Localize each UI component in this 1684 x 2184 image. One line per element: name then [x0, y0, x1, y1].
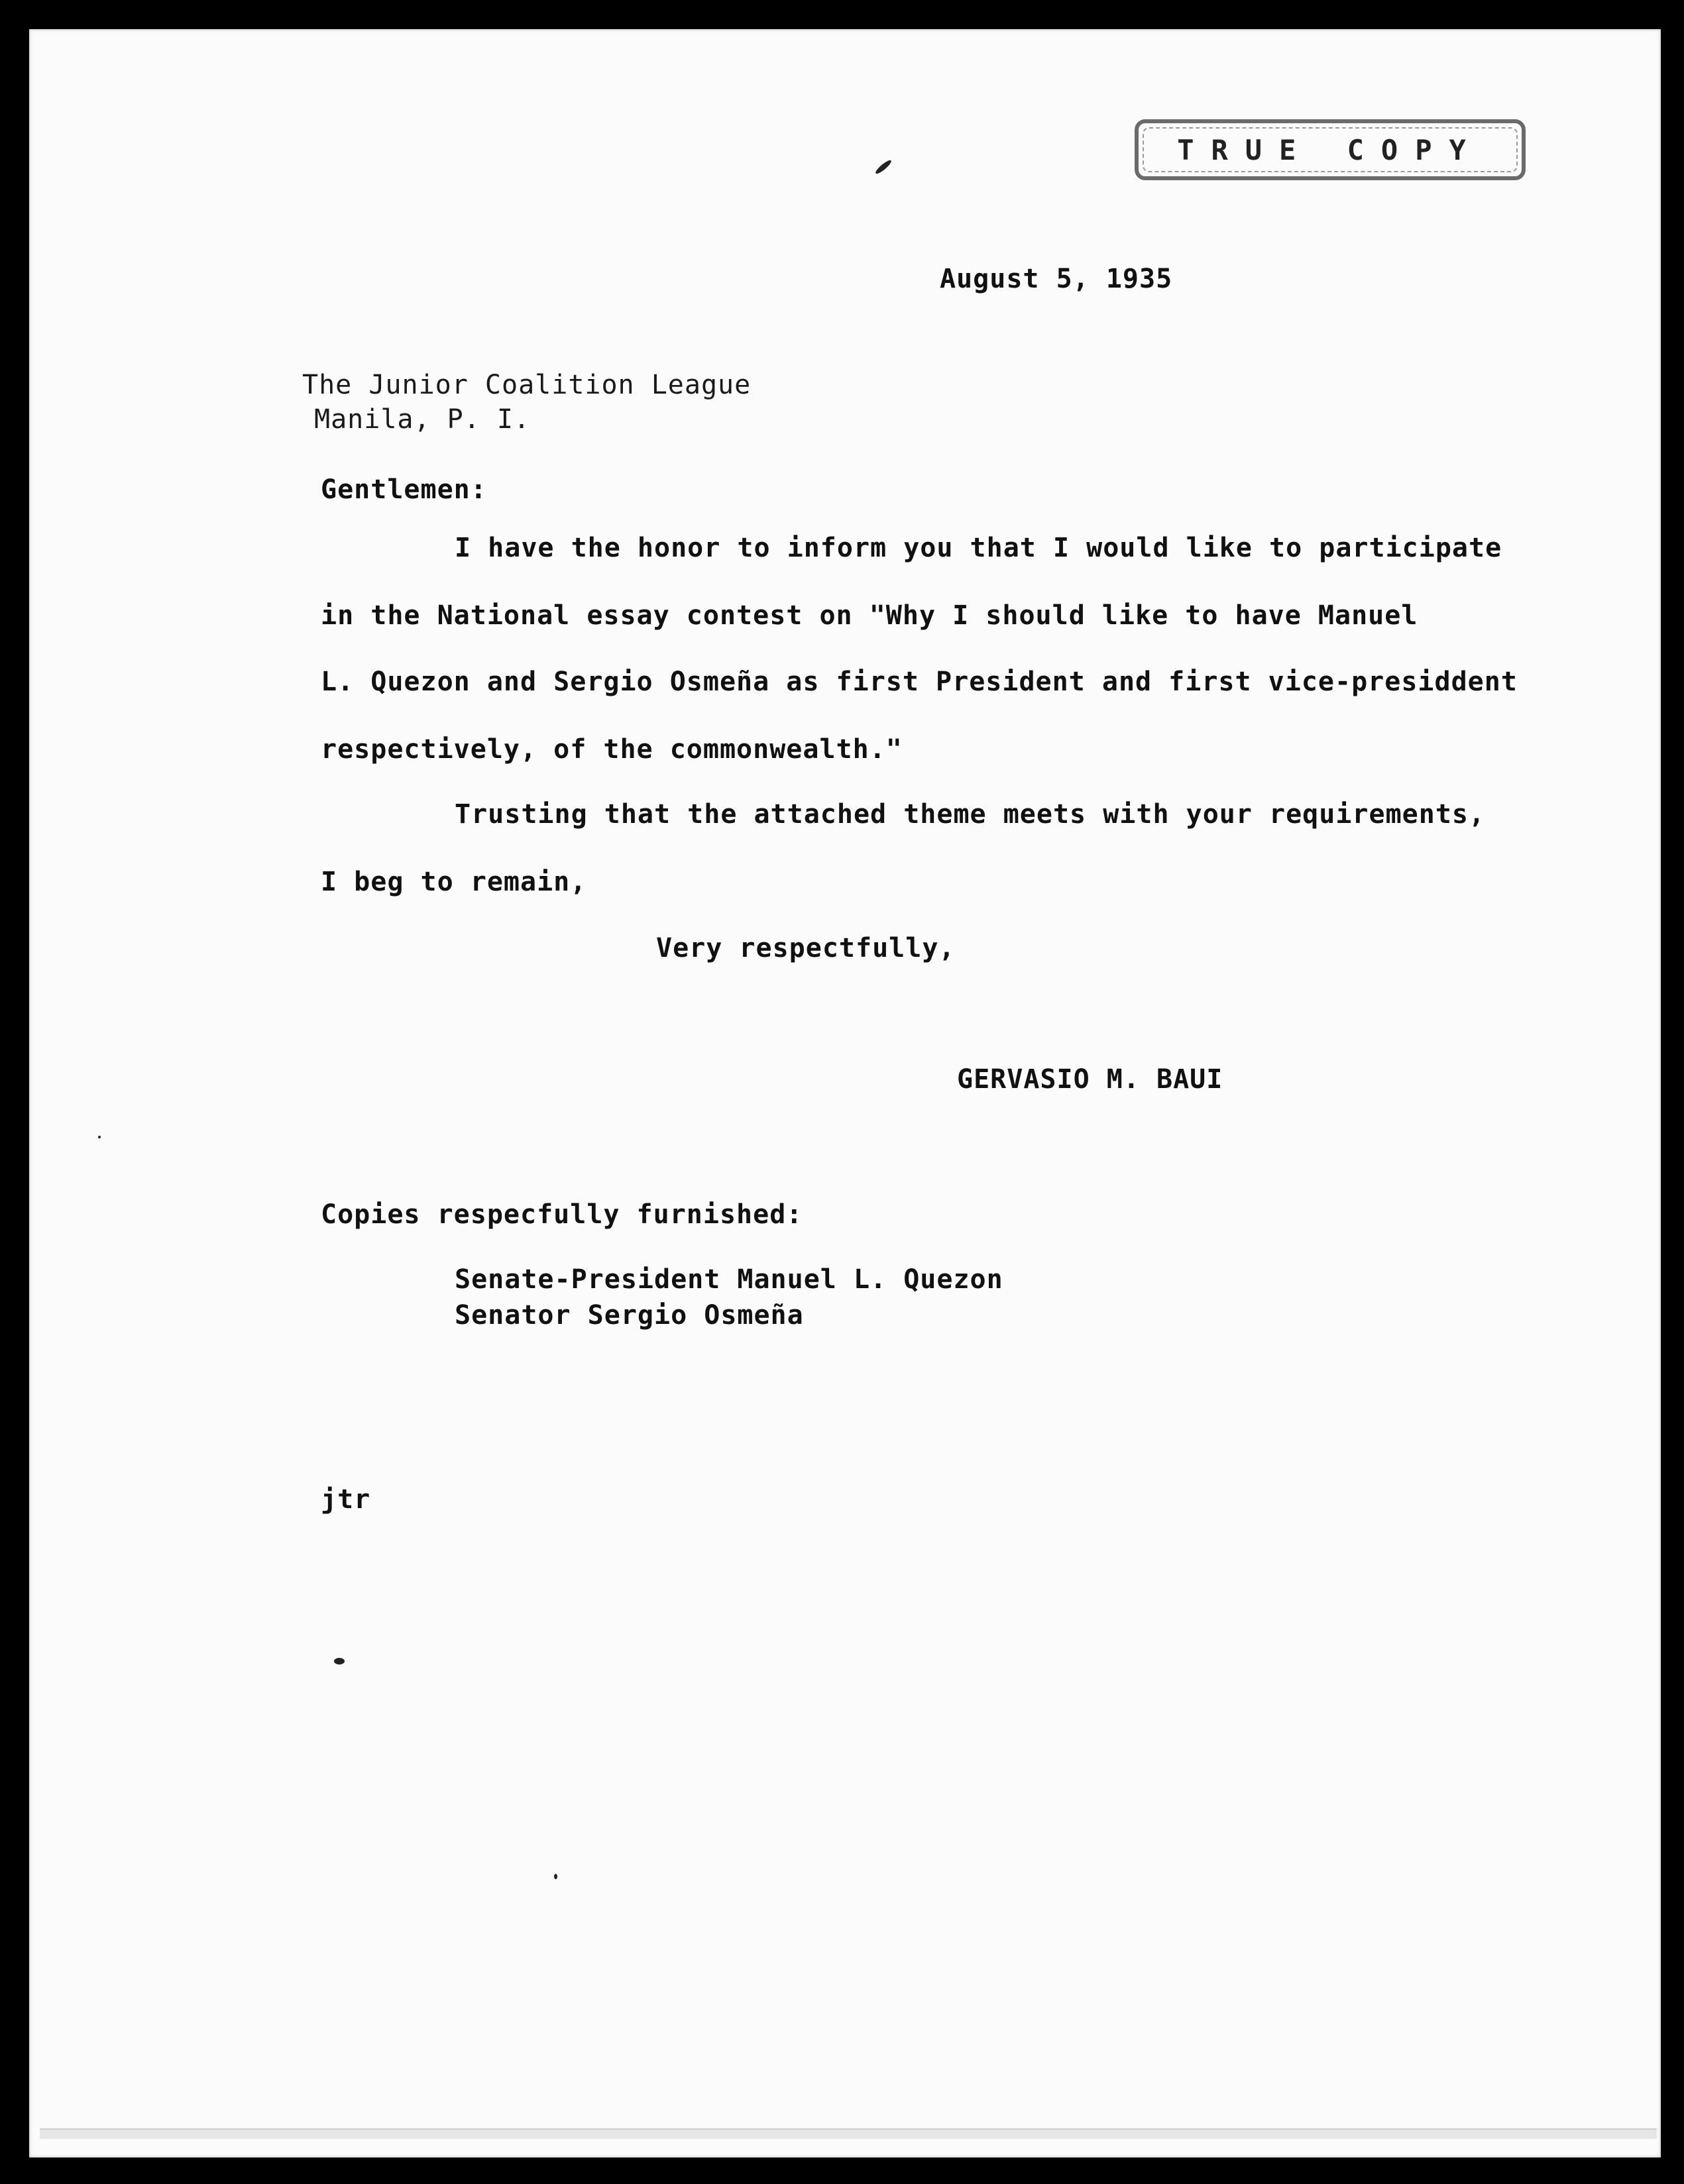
- ink-mark: [334, 1658, 345, 1665]
- page-edge: [40, 2128, 1657, 2139]
- copy-recipient: Senator Sergio Osmeña: [455, 1300, 804, 1331]
- recipient-location: Manila, P. I.: [314, 404, 531, 435]
- stamp-label: TRUE COPY: [1177, 133, 1483, 166]
- letter-date: August 5, 1935: [940, 264, 1173, 294]
- salutation: Gentlemen:: [321, 474, 487, 505]
- copies-heading: Copies respecfully furnished:: [321, 1199, 803, 1230]
- ink-mark: [98, 1136, 101, 1138]
- copy-recipient: Senate-President Manuel L. Quezon: [455, 1264, 1003, 1295]
- body-line: L. Quezon and Sergio Osmeña as first President and first vice-presiddent: [321, 667, 1518, 697]
- ink-mark: [554, 1874, 557, 1879]
- signature-name: GERVASIO M. BAUI: [957, 1064, 1223, 1095]
- letter-page: [29, 29, 1661, 2157]
- closing: Very respectfully,: [656, 933, 956, 963]
- body-line: I have the honor to inform you that I would like to participate: [455, 533, 1502, 563]
- body-line: in the National essay contest on "Why I should like to have Manuel: [321, 600, 1418, 631]
- true-copy-stamp: [1135, 119, 1526, 180]
- body-line: I beg to remain,: [321, 867, 587, 897]
- typist-initials: jtr: [321, 1484, 371, 1515]
- recipient-name: The Junior Coalition League: [302, 370, 752, 400]
- body-line: respectively, of the commonwealth.": [321, 734, 903, 765]
- body-line: Trusting that the attached theme meets with your requirements,: [455, 799, 1486, 830]
